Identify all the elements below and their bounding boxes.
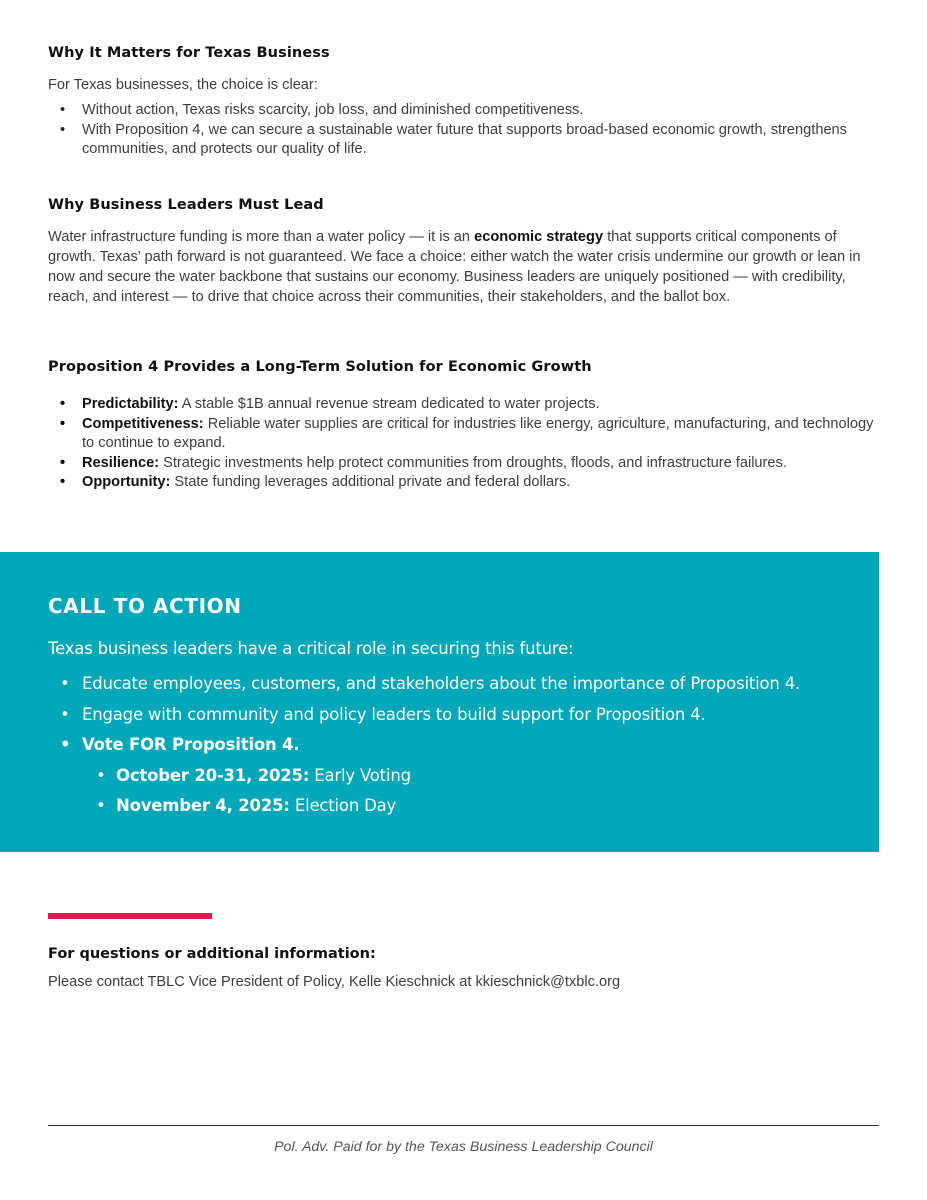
date-item — [48, 791, 848, 822]
list-item: • Engage with community and policy leaders to build support for Proposition 4. — [48, 700, 848, 731]
section-proposition-4 — [48, 359, 880, 493]
item-label: Predictability: — [82, 396, 179, 412]
list-item: • Without action, Texas risks scarcity, job loss, and diminished competitiveness. — [48, 101, 880, 121]
list-item — [48, 454, 880, 474]
footer-disclaimer: Pol. Adv. Paid for by the Texas Business Leadership Council — [274, 1139, 653, 1155]
section-intro: For Texas businesses, the choice is clear: — [48, 77, 318, 93]
paragraph-emphasis: economic strategy — [474, 229, 604, 245]
section-business-leaders — [48, 197, 880, 307]
contact-title: For questions or additional information: — [48, 946, 376, 962]
item-label: Opportunity: — [82, 474, 171, 490]
item-label: Resilience: — [82, 454, 160, 471]
footer-divider — [48, 1125, 879, 1126]
section-title: Why Business Leaders Must Lead — [48, 197, 324, 213]
paragraph-text: Water infrastructure funding is more than a water policy — it is an — [48, 229, 475, 245]
item-text: A stable $1B annual revenue stream dedicated to water projects. — [178, 396, 600, 412]
item-label: Competitiveness: — [82, 415, 204, 432]
list-item: • Educate employees, customers, and stakeholders about the importance of Proposition 4. — [48, 669, 848, 700]
section-title: Proposition 4 Provides a Long-Term Solution for Economic Growth — [48, 359, 592, 375]
paragraph-text: that supports critical components of growth. Texas’ path forward is not guaranteed. We face a choice: either watch the water crisis undermine our growth or lean in now and secure the water backbone that sustains our economy. Business leaders are uniquely positioned — with credibility, reach, and interest — to drive that choice across their communities, their stakeholders, and the ballot box. — [48, 229, 861, 305]
vote-item: • Vote FOR Proposition 4. — [48, 730, 848, 761]
item-text: Strategic investments help protect communities from droughts, floods, and infrastructure failures. — [159, 454, 787, 471]
date-item — [48, 761, 848, 792]
section-why-it-matters — [48, 45, 880, 160]
list-item: • With Proposition 4, we can secure a sustainable water future that supports broad-based economic growth, strengthens communities, and protects our quality of life. — [48, 121, 880, 160]
list-item — [48, 415, 880, 454]
date-event: Early Voting — [309, 765, 411, 785]
accent-divider — [48, 913, 212, 919]
section-paragraph — [48, 227, 880, 307]
cta-title: CALL TO ACTION — [48, 594, 242, 618]
date-event: Election Day — [289, 796, 397, 815]
list-item — [48, 473, 880, 493]
item-text: Reliable water supplies are critical for industries like energy, agriculture, manufacturing, and technology to continue to expand. — [82, 415, 874, 451]
date-label: November 4, 2025: — [116, 796, 290, 815]
item-text: State funding leverages additional private and federal dollars. — [170, 474, 571, 490]
date-label: October 20-31, 2025: — [116, 765, 310, 785]
contact-section — [48, 946, 880, 990]
list-item — [48, 395, 880, 415]
contact-text: Please contact TBLC Vice President of Policy, Kelle Kieschnick at kkieschnick@txblc.org — [48, 974, 621, 990]
cta-intro: Texas business leaders have a critical role in securing this future: — [48, 639, 574, 658]
call-to-action-panel — [0, 552, 879, 852]
section-title: Why It Matters for Texas Business — [48, 45, 330, 61]
